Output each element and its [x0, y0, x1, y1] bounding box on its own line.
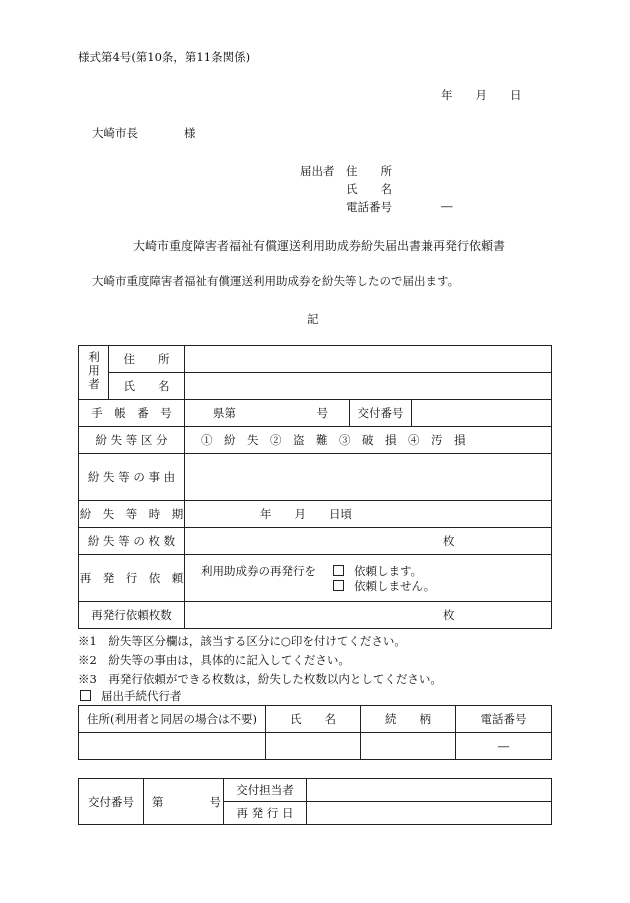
- office-reissue-date-field[interactable]: [307, 802, 552, 825]
- option-no-request[interactable]: [333, 578, 435, 594]
- user-address-field[interactable]: [185, 346, 552, 373]
- reissue-request-cell: [185, 555, 552, 602]
- note-3: ※3 再発行依頼ができる枚数は，紛失した枚数以内としてください。: [78, 672, 442, 686]
- loss-count-label: 紛 失 等 の 枚 数: [79, 528, 185, 555]
- agent-col-name: 氏 名: [266, 706, 361, 733]
- user-label-text: 利用者: [87, 350, 101, 392]
- agent-checkbox[interactable]: [80, 688, 182, 704]
- addressee: 大崎市長 様: [92, 126, 196, 140]
- agent-checkbox-label: 届出手続代行者: [101, 689, 182, 703]
- checkbox-icon: [333, 580, 344, 591]
- checkbox-icon: [80, 690, 91, 701]
- loss-type-options[interactable]: ① 紛 失 ② 盗 難 ③ 破 損 ④ 汚 損: [185, 427, 552, 454]
- note-2: ※2 紛失等の事由は，具体的に記入してください。: [78, 653, 350, 667]
- date-line: 年 月 日: [441, 88, 522, 102]
- user-name-field[interactable]: [185, 373, 552, 400]
- intro-text: 大崎市重度障害者福祉有償運送利用助成券を紛失等したので届出ます。: [92, 274, 460, 288]
- user-label: [79, 346, 109, 400]
- agent-table: [78, 705, 552, 760]
- user-name-label: 氏 名: [109, 373, 185, 400]
- office-reissue-date-label: 再 発 行 日: [224, 802, 307, 825]
- loss-type-label: 紛 失 等 区 分: [79, 427, 185, 454]
- document-title: 大崎市重度障害者福祉有償運送利用助成券紛失届出書兼再発行依頼書: [133, 239, 506, 253]
- reissue-count-label: 再発行依頼枚数: [79, 602, 185, 629]
- applicant-address-label: 住 所: [346, 164, 392, 178]
- agent-col-phone: 電話番号: [456, 706, 552, 733]
- note-1: ※1 紛失等区分欄は，該当する区分に○印を付けてください。: [78, 634, 406, 648]
- loss-time-field[interactable]: 年 月 日頃: [185, 501, 552, 528]
- issue-number-field[interactable]: [412, 400, 552, 427]
- applicant-phone-dash: ―: [441, 199, 453, 213]
- agent-col-relation: 続 柄: [361, 706, 456, 733]
- office-table: [78, 778, 552, 825]
- option-no-request-label: 依頼しません。: [354, 579, 436, 593]
- option-request-label: 依頼します。: [354, 564, 423, 578]
- main-table: [78, 345, 552, 629]
- reissue-request-label: 再 発 行 依 頼: [79, 555, 185, 602]
- loss-reason-label: 紛 失 等 の 事 由: [79, 454, 185, 501]
- applicant-phone-label: 電話番号: [346, 200, 392, 214]
- reissue-text: 利用助成券の再発行を: [201, 564, 316, 578]
- option-request[interactable]: [333, 563, 422, 579]
- form-number: 様式第4号(第10条，第11条関係): [78, 50, 251, 64]
- applicant-name-label: 氏 名: [346, 182, 392, 196]
- agent-address-field[interactable]: [79, 733, 266, 760]
- agent-name-field[interactable]: [266, 733, 361, 760]
- applicant-label: 届出者: [300, 164, 335, 178]
- office-staff-field[interactable]: [307, 779, 552, 802]
- notebook-number-label: 手 帳 番 号: [79, 400, 185, 427]
- loss-time-label: 紛 失 等 時 期: [79, 501, 185, 528]
- notebook-number-field[interactable]: 県第 号: [185, 400, 350, 427]
- reissue-count-field[interactable]: 枚: [185, 602, 552, 629]
- office-staff-label: 交付担当者: [224, 779, 307, 802]
- loss-count-field[interactable]: 枚: [185, 528, 552, 555]
- ki-label: 記: [307, 312, 319, 326]
- agent-relation-field[interactable]: [361, 733, 456, 760]
- office-issue-number-field[interactable]: 第 号: [144, 779, 224, 825]
- loss-reason-field[interactable]: [185, 454, 552, 501]
- agent-phone-field[interactable]: ―: [456, 733, 552, 760]
- office-issue-number-label: 交付番号: [79, 779, 144, 825]
- user-address-label: 住 所: [109, 346, 185, 373]
- agent-col-address: 住所(利用者と同居の場合は不要): [79, 706, 266, 733]
- issue-number-label: 交付番号: [350, 400, 412, 427]
- checkbox-icon: [333, 565, 344, 576]
